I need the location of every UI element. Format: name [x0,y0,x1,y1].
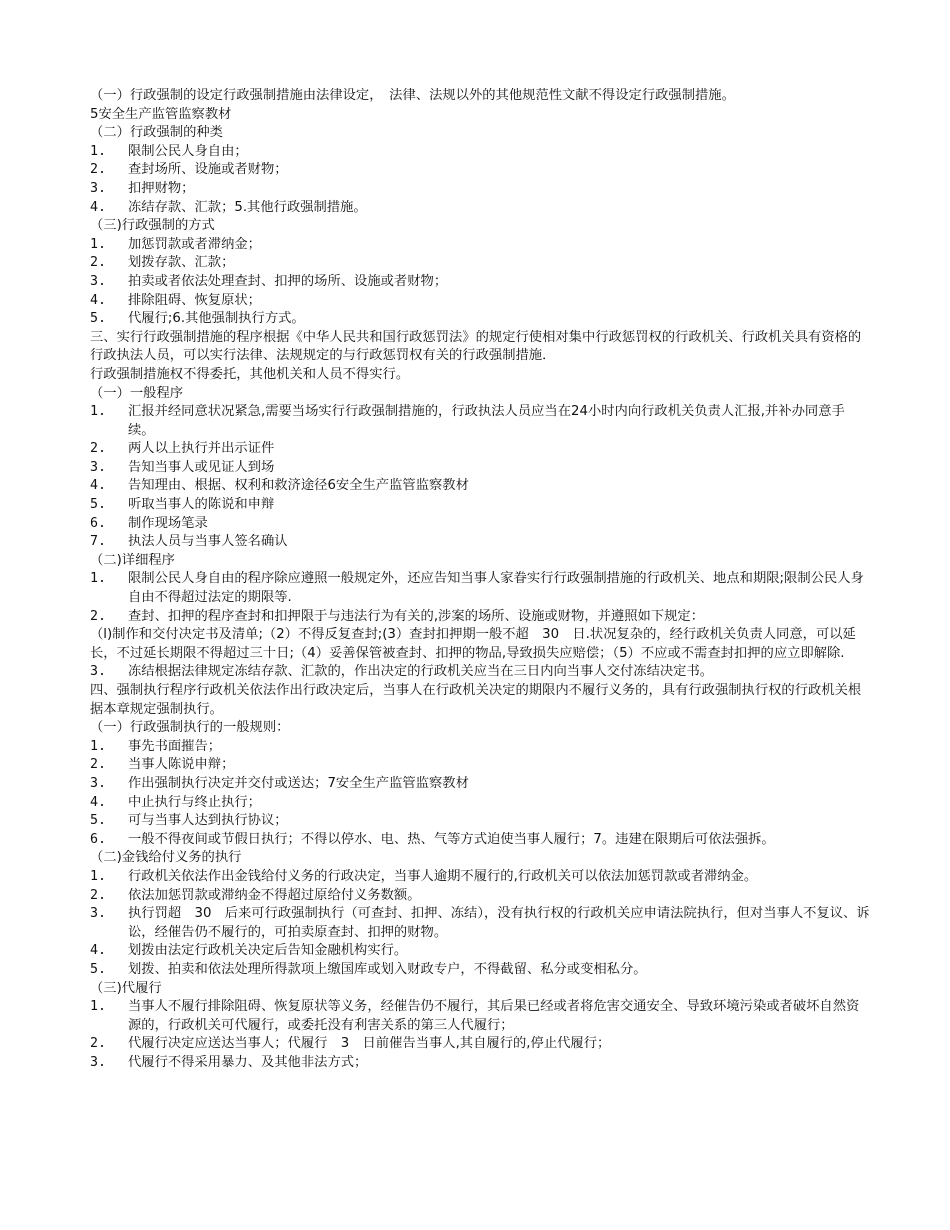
list-item [90,254,870,273]
list-item-text: 制作现场笔录 [128,515,208,531]
list-item [90,515,870,534]
paragraph: （l)制作和交付决定书及清单;（2）不得反复查封;(3）查封扣押期一般不超 30 日.状况复杂的，经行政机关负责人同意，可以延长，不过延长期限不得超过三十日;（4）妥善保管被查封、扣押的物品,导致损失应赔偿；（5）不应或不需查封扣押的应立即解除. [90,627,856,661]
list-item-number: 2. [90,1036,107,1052]
list-item [90,998,870,1035]
list-item-number: 5. [90,961,107,977]
list-item-text: 告知理由、根据、权利和救济途径6安全生产监管监察教材 [128,478,469,494]
list-item-number: 1. [90,738,107,754]
list-item-number: 4. [90,794,107,810]
list-item-number: 3. [90,180,107,196]
list-item-text: 冻结存款、汇款；5.其他行政强制措施。 [128,199,367,215]
list-item-text: 当事人陈说申辩； [128,757,235,773]
list-item [90,496,870,515]
paragraph: 三、实行行政强制措施的程序根据《中华人民共和国行政惩罚法》的规定行使相对集中行政惩罚权的行政机关、行政机关具有资格的行政执法人员，可以实行法律、法规规定的与行政惩罚权有关的行政强制措施． [90,329,862,364]
list-item-number: 3. [90,664,107,680]
list-item-text: 查封、扣押的程序查封和扣押限于与违法行为有关的,涉案的场所、设施或财物，并遵照如下规定： [128,608,704,624]
list-item-text: 代履行决定应送达当事人；代履行 3 日前催告当事人,其自履行的,停止代履行； [128,1036,611,1052]
document-page [90,87,870,1072]
list-item-text: 听取当事人的陈说和申辩 [128,497,275,513]
heading-line: （一）行政强制执行的一般规则： [90,720,290,736]
list-item-number: 2. [90,162,107,178]
list-item-text: 当事人不履行排除阻碍、恢复原状等义务，经催告仍不履行，其后果已经或者将危害交通安全、导致环境污染或者破坏自然资源的，行政机关可代履行，或委托没有利害关系的第三人代履行； [128,999,860,1033]
list-item [90,663,870,682]
list-item-number: 3. [90,775,107,791]
list-item [90,570,870,607]
list-item-text: 一般不得夜间或节假日执行；不得以停水、电、热、气等方式迫使当事人履行；7。违建在限期后可依法强拆。 [128,831,775,847]
list-item-text: 作出强制执行决定并交付或送达；7安全生产监管监察教材 [128,775,469,791]
list-item [90,1035,870,1054]
list-item-text: 排除阻碍、恢复原状； [128,292,261,308]
list-item-number: 3. [90,273,107,289]
list-item-number: 5. [90,497,107,513]
list-item-number: 3. [90,1054,107,1070]
list-item-number: 5. [90,813,107,829]
list-item-text: 划拨存款、汇款； [128,255,235,271]
list-item-number: 1. [90,999,107,1015]
list-item-text: 可与当事人达到执行协议； [128,813,288,829]
list-item [90,961,870,980]
list-item-text: 代履行不得采用暴力、及其他非法方式； [128,1054,368,1070]
list-item-text: 冻结根据法律规定冻结存款、汇款的，作出决定的行政机关应当在三日内向当事人交付冻结决定书。 [128,664,714,680]
list-item [90,794,870,813]
heading-line: （一）一般程序 [90,385,184,401]
list-item-number: 1. [90,868,107,884]
list-item [90,756,870,775]
list-item [90,180,870,199]
list-item-number: 1. [90,571,107,587]
list-item-number: 2. [90,255,107,271]
list-item-number: 6. [90,515,107,531]
list-item [90,440,870,459]
heading-line: （二)详细程序 [90,552,175,568]
list-item [90,199,870,218]
list-item [90,459,870,478]
list-item-text: 代履行;6.其他强制执行方式。 [128,311,305,327]
heading-line: （三)行政强制的方式 [90,218,215,234]
list-item-text: 划拨由法定行政机关决定后告知金融机构实行。 [128,943,408,959]
list-item [90,143,870,162]
list-item-text: 拍卖或者依法处理查封、扣押的场所、设施或者财物； [128,273,448,289]
list-item [90,887,870,906]
list-item [90,161,870,180]
paragraph: 四、强制执行程序行政机关依法作出行政决定后，当事人在行政机关决定的期限内不履行义务的，具有行政强制执行权的行政机关根据本章规定强制执行。 [90,683,862,717]
list-item-number: 2. [90,757,107,773]
heading-line: 5安全生产监管监察教材 [90,106,232,122]
list-item [90,477,870,496]
list-item [90,533,870,552]
list-item-text: 依法加惩罚款或滞纳金不得超过原给付义务数额。 [128,887,421,903]
list-item [90,942,870,961]
list-item-text: 执法人员与当事人签名确认 [128,534,288,550]
list-item-text: 限制公民人身自由的程序除应遵照一般规定外，还应告知当事人家眷实行行政强制措施的行政机关、地点和期限;限制公民人身自由不得超过法定的期限等. [128,571,864,606]
list-item-text: 划拨、拍卖和依法处理所得款项上缴国库或划入财政专户，不得截留、私分或变相私分。 [128,961,647,977]
list-item-text: 查封场所、设施或者财物； [128,162,288,178]
list-item-number: 1. [90,404,107,420]
list-item-number: 2. [90,608,107,624]
list-item-text: 汇报并经同意状况紧急,需要当场实行行政强制措施的，行政执法人员应当在24小时内向行政机关负责人汇报,并补办同意手续。 [128,404,845,438]
list-item [90,831,870,850]
list-item [90,775,870,794]
list-item-text: 扣押财物； [128,180,195,196]
list-item [90,310,870,329]
list-item [90,236,870,255]
heading-line: 行政强制措施权不得委托，其他机关和人员不得实行。 [90,366,410,382]
heading-line: （二)金钱给付义务的执行 [90,850,242,866]
list-item [90,608,870,627]
list-item [90,292,870,311]
list-item-number: 4. [90,292,107,308]
heading-line: （二）行政强制的种类 [90,125,223,141]
list-item-number: 6. [90,831,107,847]
list-item-number: 4. [90,478,107,494]
list-item-text: 事先书面摧告； [128,738,222,754]
list-item [90,868,870,887]
heading-line: （三)代履行 [90,980,162,996]
list-item-number: 5. [90,311,107,327]
list-item-number: 1. [90,236,107,252]
list-item-number: 7. [90,534,107,550]
list-item-number: 2. [90,441,107,457]
list-item-number: 3. [90,906,107,922]
list-item [90,812,870,831]
list-item-text: 加惩罚款或者滞纳金； [128,236,261,252]
list-item [90,738,870,757]
list-item [90,273,870,292]
list-item-text: 中止执行与终止执行； [128,794,261,810]
list-item-text: 行政机关依法作出金钱给付义务的行政决定，当事人逾期不履行的,行政机关可以依法加惩罚款或者滞纳金。 [128,868,758,884]
list-item-number: 4. [90,943,107,959]
list-item-number: 1. [90,143,107,159]
list-item-number: 2. [90,887,107,903]
paragraph: （一）行政强制的设定行政强制措施由法律设定， 法律、法规以外的其他规范性文献不得设定行政强制措施。 [90,88,735,103]
list-item-text: 限制公民人身自由； [128,143,248,159]
list-item-number: 4. [90,199,107,215]
list-item [90,403,870,440]
list-item-text: 告知当事人或见证人到场 [128,459,275,475]
list-item-number: 3. [90,459,107,475]
list-item-text: 两人以上执行并出示证件 [128,441,275,457]
list-item [90,905,870,942]
list-item-text: 执行罚超 30 后来可行政强制执行（可查封、扣押、冻结），没有执行权的行政机关应申请法院执行，但对当事人不复议、诉讼，经催告仍不履行的，可拍卖原查封、扣押的财物。 [128,906,870,940]
list-item [90,1054,870,1073]
